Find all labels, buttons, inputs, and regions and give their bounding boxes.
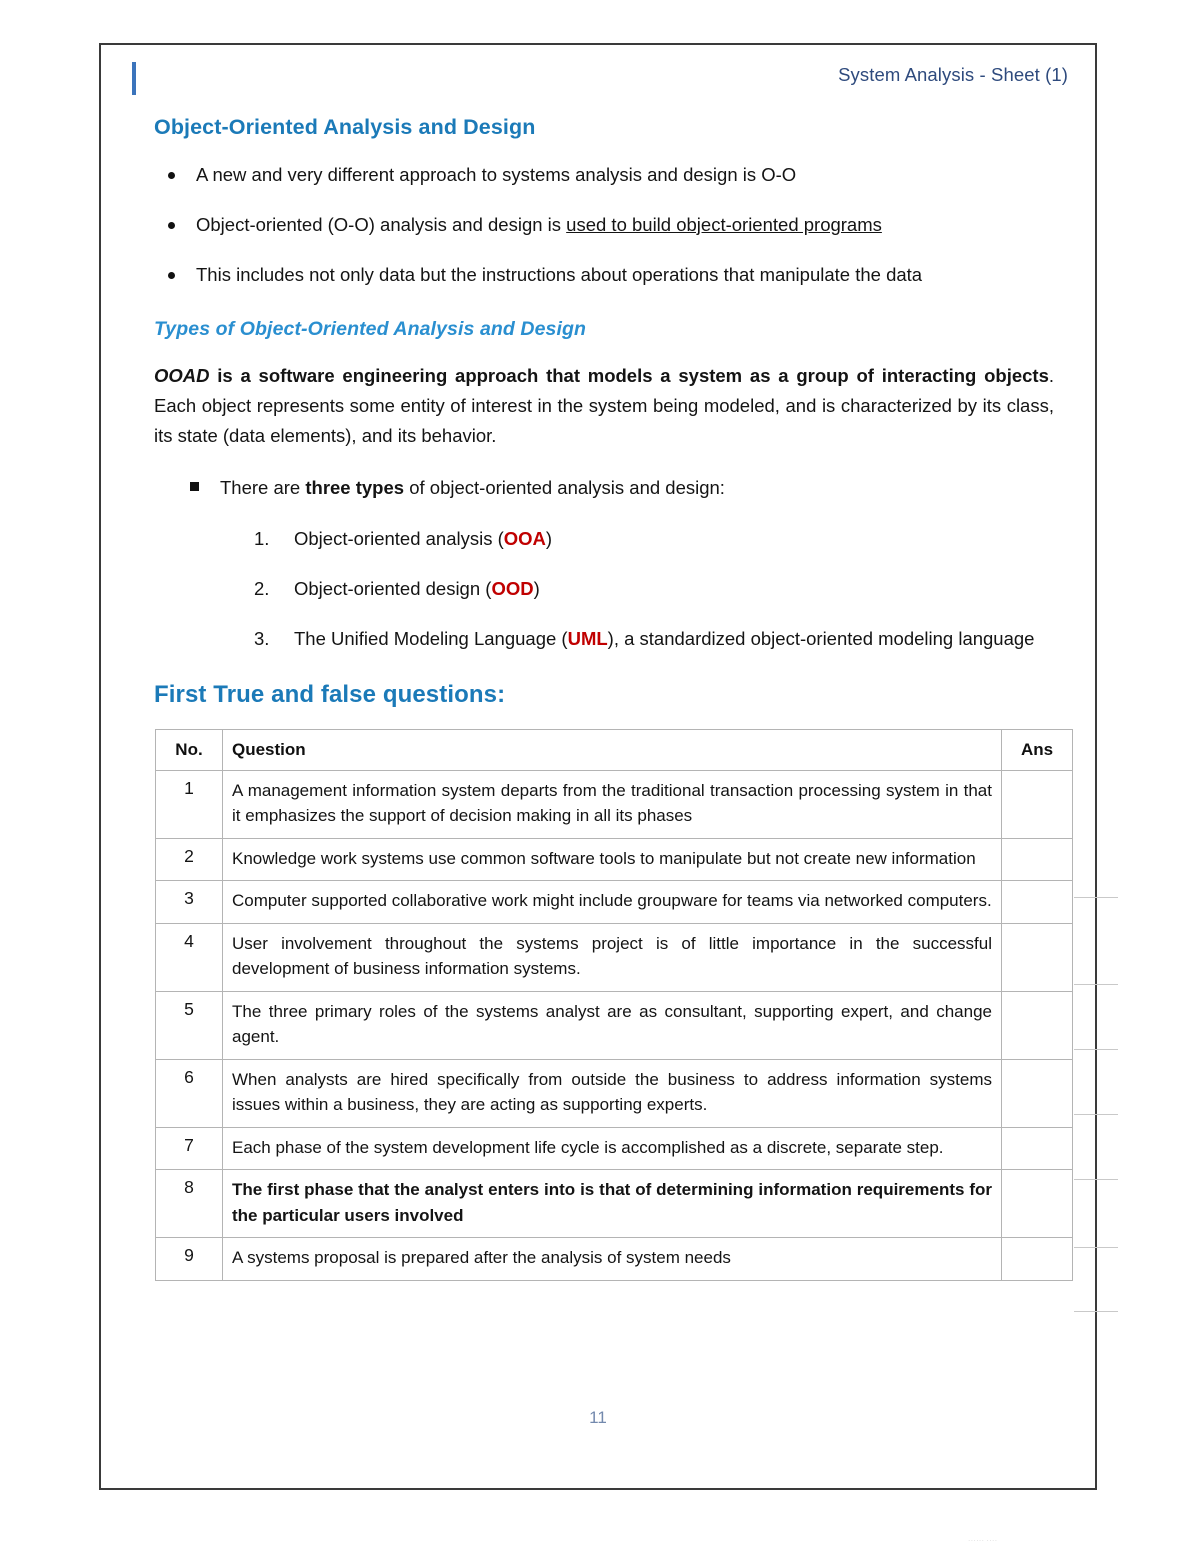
list-item [254,626,1054,653]
item-number: 3. [254,627,270,649]
row-question: The first phase that the analyst enters into is that of determining information requirements for the particular users involved [223,1170,1002,1238]
ooad-rest-clause: . Each object represents some entity of interest in the system being modeled, and is characterized by its class, its state (data elements), and its behavior. [154,365,1054,447]
document-page [99,43,1097,1490]
row-number: 6 [156,1059,223,1127]
ooad-bold-clause: is a software engineering approach that models a system as a group of interacting objects [209,365,1049,387]
row-question: When analysts are hired specifically from outside the business to address information systems issues within a business, they are acting as supporting experts. [223,1059,1002,1127]
table-row [156,1127,1073,1170]
column-header-no: No. [156,729,223,770]
list-item [154,162,1054,189]
row-answer[interactable] [1002,1170,1073,1238]
bullet-text: This includes not only data but the instructions about operations that manipulate the data [196,263,923,285]
three-types-after: of object-oriented analysis and design: [404,477,725,499]
table-row [156,991,1073,1059]
column-header-ans: Ans [1002,729,1073,770]
row-answer[interactable] [1002,1238,1073,1281]
row-question: User involvement throughout the systems project is of little importance in the successful development of business information systems. [223,923,1002,991]
item-text-after: ), a standardized object-oriented modeling language [607,627,1035,649]
list-item [154,262,1054,289]
section-heading-types-of-ooad: Types of Object-Oriented Analysis and Design [154,318,587,341]
bullet-text: A new and very different approach to systems analysis and design is O-O [196,164,797,185]
row-answer[interactable] [1002,1059,1073,1127]
table-row [156,838,1073,881]
row-number: 9 [156,1238,223,1281]
section-heading-true-false-questions: First True and false questions: [154,680,506,708]
true-false-questions-table [155,729,1073,1281]
row-number: 4 [156,923,223,991]
row-answer[interactable] [1002,881,1073,924]
row-question: Computer supported collaborative work might include groupware for teams via networked computers. [223,881,1002,924]
document-content [154,115,1054,1281]
list-item [254,576,1054,603]
row-number: 5 [156,991,223,1059]
table-row [156,881,1073,924]
table-header-row [156,729,1073,770]
item-text-before: The Unified Modeling Language ( [294,627,568,649]
table-row [156,1238,1073,1281]
row-answer[interactable] [1002,838,1073,881]
table-row [156,923,1073,991]
ooad-definition-paragraph [154,361,1054,451]
row-answer[interactable] [1002,991,1073,1059]
oo-bullet-list [154,162,1054,288]
row-question: Knowledge work systems use common software tools to manipulate but not create new information [223,838,1002,881]
row-number: 3 [156,881,223,924]
page-number-value: 11 [589,1408,607,1427]
row-question: A management information system departs from the traditional transaction processing system in that it emphasizes the support of decision making in all its phases [223,770,1002,838]
three-types-emphasis: three types [305,477,405,499]
table-row [156,770,1073,838]
three-types-bullet [180,475,1054,502]
item-text-after: ) [533,577,540,599]
table-row [156,1059,1073,1127]
item-text-after: ) [545,528,553,550]
scan-smudge-artifact: ······ ···· [968,1537,998,1545]
acronym-tag: UML [567,627,608,649]
list-item [254,526,1054,553]
list-item [154,212,1054,239]
row-number: 2 [156,838,223,881]
bullet-text: Object-oriented (O-O) analysis and design is [196,213,567,235]
item-text-before: Object-oriented design ( [294,577,492,599]
row-question: A systems proposal is prepared after the analysis of system needs [223,1238,1002,1281]
bullet-underlined-text: used to build object-oriented programs [566,213,882,235]
acronym-tag: OOA [503,528,546,550]
ooad-types-numbered-list [254,526,1054,652]
scan-ghost-lines [1074,729,1126,1281]
three-types-before: There are [220,477,306,499]
row-number: 1 [156,770,223,838]
row-question: The three primary roles of the systems analyst are as consultant, supporting expert, and change agent. [223,991,1002,1059]
row-answer[interactable] [1002,1127,1073,1170]
item-number: 1. [254,528,270,550]
acronym-tag: OOD [491,577,534,599]
row-answer[interactable] [1002,770,1073,838]
column-header-question: Question [223,729,1002,770]
row-answer[interactable] [1002,923,1073,991]
header-title: System Analysis - Sheet (1) [838,64,1068,85]
row-number: 7 [156,1127,223,1170]
section-heading-oo-analysis-design: Object-Oriented Analysis and Design [154,115,536,139]
document-header [101,64,1068,86]
row-question: Each phase of the system development life cycle is accomplished as a discrete, separate step. [223,1127,1002,1170]
row-number: 8 [156,1170,223,1238]
item-number: 2. [254,577,270,599]
table-row [156,1170,1073,1238]
ooad-term: OOAD [154,365,210,387]
item-text-before: Object-oriented analysis ( [294,528,504,550]
page-number [101,1408,1095,1428]
